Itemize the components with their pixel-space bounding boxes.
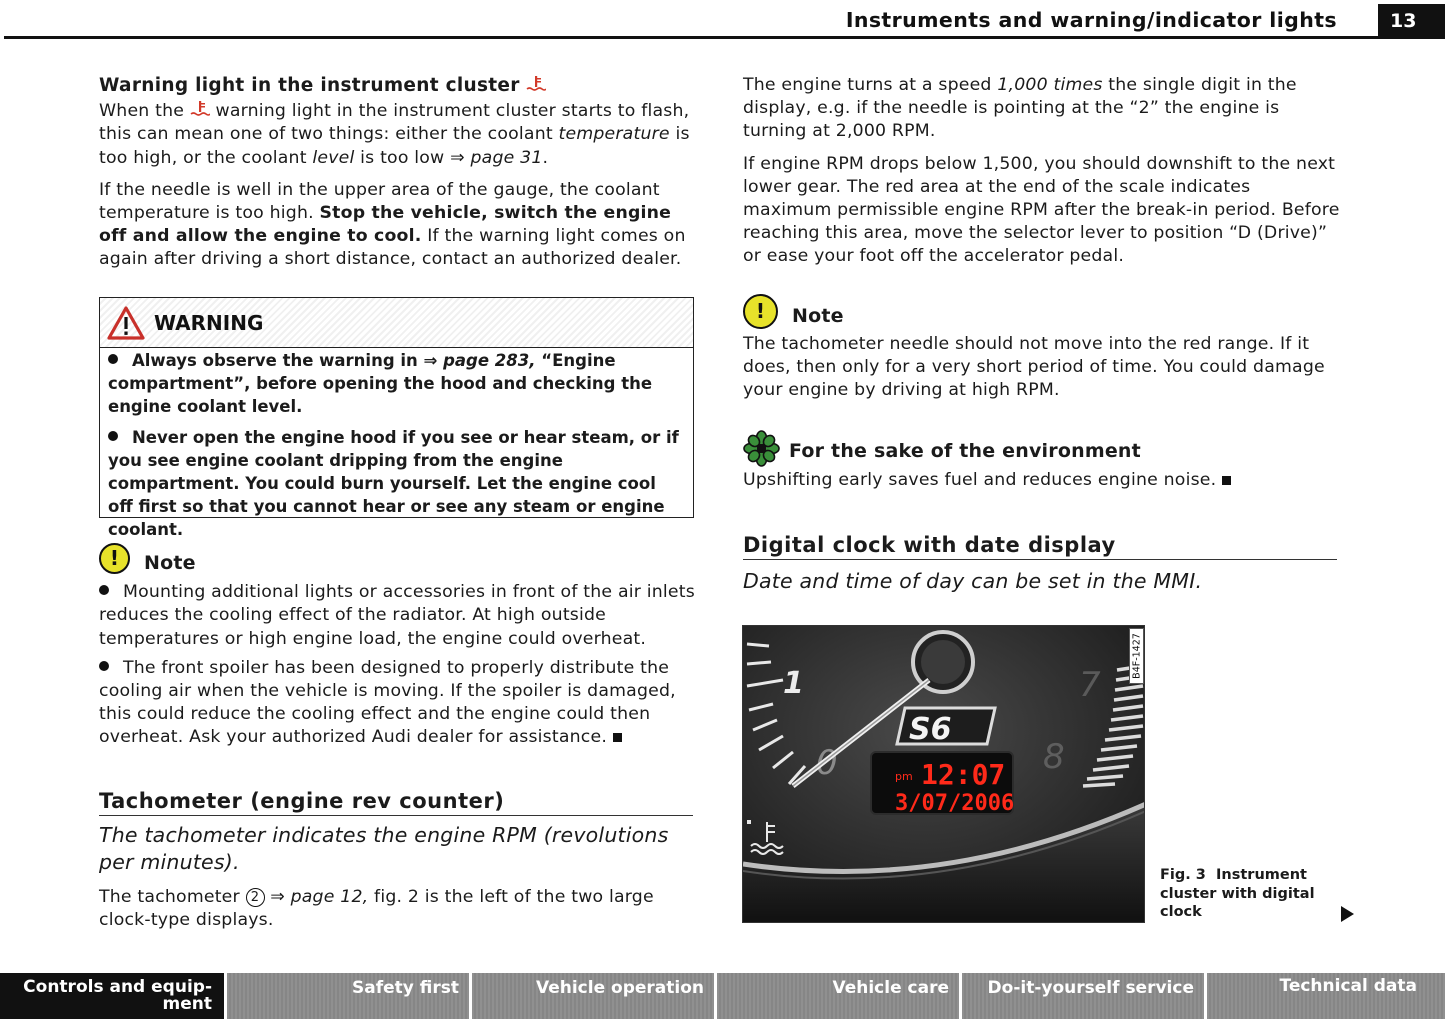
- page-31-link[interactable]: ⇒ page 31: [450, 147, 543, 168]
- environment-title: For the sake of the environment: [789, 439, 1141, 462]
- instrument-cluster-figure: [742, 625, 1145, 923]
- warning-box-body: [100, 349, 693, 542]
- coolant-warning-heading: Warning light in the instrument cluster: [99, 74, 695, 97]
- tab-vehicle-operation[interactable]: Vehicle operation: [472, 973, 714, 1019]
- tick-label-8: 8: [1043, 737, 1065, 777]
- rpm-paragraph-1: The engine turns at a speed 1,000 times the single digit in the display, e.g. if the needle is pointing at the “2” the engine is turning at 2,000 RPM.: [743, 75, 1297, 142]
- warning-title: WARNING: [154, 310, 264, 335]
- page-12-link[interactable]: ⇒ page 12,: [270, 887, 369, 908]
- warning-item: Never open the engine hood if you see or hear steam, or if you see engine coolant dripping from the engine compartment. You could burn yourself. Let the engine cool off first so that you cannot hear or see any steam or engine coolant.: [108, 427, 679, 540]
- tachometer-note-text: The tachometer needle should not move into the red range. If it does, then only for a very short period of time. You could damage your engine by driving at high RPM.: [743, 334, 1325, 401]
- environment-text: Upshifting early saves fuel and reduces engine noise.: [743, 469, 1341, 492]
- digital-clock-heading: Digital clock with date display: [743, 534, 1337, 560]
- warning-box: [99, 297, 694, 540]
- tab-safety-first[interactable]: Safety first: [227, 973, 469, 1019]
- tick-label-7: 7: [1079, 665, 1101, 705]
- bullet-icon: [108, 431, 118, 441]
- tachometer-paragraph: The tachometer 2 ⇒ page 12, fig. 2 is the left of the two large clock-type displays.: [99, 887, 654, 931]
- note-item: Mounting additional lights or accessories in front of the air inlets reduces the cooling effect of the radiator. At high outside temperatures or high engine load, the engine could overheat.: [99, 582, 695, 649]
- clock-date-display: 3/07/2006: [895, 791, 1015, 816]
- tab-vehicle-care[interactable]: Vehicle care: [717, 973, 959, 1019]
- warning-box-header: [100, 298, 693, 348]
- rpm-explanation: [743, 74, 1341, 269]
- figure-caption: Fig. 3 Instrument cluster with digital clock: [1160, 867, 1315, 920]
- tachometer-lead: The tachometer indicates the engine RPM (revolutions per minutes).: [99, 823, 669, 875]
- coolant-warning-section: [99, 74, 695, 272]
- warning-item: Always observe the warning in ⇒ page 283, “Engine compartment”, before opening the hood and checking the engine coolant level.: [108, 351, 653, 417]
- note-exclamation-icon: !: [743, 294, 778, 329]
- instrument-cluster-illustration: [743, 626, 1145, 923]
- figure-code-label: B4F-1427: [1129, 628, 1144, 684]
- tachometer-section: [99, 790, 693, 933]
- coolant-temperature-icon: [526, 75, 546, 93]
- coolant-warning-paragraph-1: When the warning light in the instrument cluster starts to flash, this can mean one of two things: either the coolant temperature is too high, or the coolant level is too low ⇒ page 31.: [99, 101, 690, 168]
- tab-do-it-yourself-service[interactable]: Do-it-yourself service: [962, 973, 1204, 1019]
- end-mark: [613, 733, 622, 742]
- coolant-temperature-icon: [190, 100, 210, 118]
- tab-controls-and-equipment[interactable]: Controls and equip-ment: [0, 973, 224, 1019]
- coolant-warning-paragraph-2: If the needle is well in the upper area of the gauge, the coolant temperature is too high. Stop the vehicle, switch the engine off and allow the engine to cool. If the warning light comes on again after driving a short distance, contact an authorized dealer.: [99, 179, 686, 270]
- page-header-title: Instruments and warning/indicator lights: [845, 8, 1337, 32]
- tachometer-note-section: [743, 294, 1341, 403]
- tab-technical-data[interactable]: Technical data: [1207, 973, 1445, 1019]
- note-item: The front spoiler has been designed to properly distribute the cooling air when the vehicle is moving. If the spoiler is damaged, this could reduce the cooling effect and the engine could then overheat. Ask your authorized Audi dealer for assistance.: [99, 657, 676, 748]
- continue-arrow-icon[interactable]: [1341, 906, 1354, 922]
- note-header: [743, 294, 1341, 329]
- warning-triangle-icon: [106, 305, 146, 341]
- note-title: Note: [792, 304, 844, 327]
- page-283-link[interactable]: ⇒ page 283,: [423, 351, 536, 370]
- bullet-icon: [108, 354, 118, 364]
- digital-clock-lead: Date and time of day can be set in the MMI.: [743, 569, 1203, 594]
- digital-clock-section: [743, 534, 1337, 595]
- s6-badge-logo: [897, 708, 995, 747]
- note-exclamation-icon: !: [99, 543, 130, 574]
- ampm-indicator: pm: [895, 770, 913, 783]
- bullet-icon: [99, 661, 109, 671]
- bullet-icon: [99, 585, 109, 595]
- clock-time-display: 12:07: [921, 758, 1006, 791]
- tick-label-1: 1: [783, 666, 804, 701]
- note-title: Note: [144, 552, 196, 574]
- tick-label-0: 0: [816, 743, 838, 783]
- header-rule: [4, 36, 1445, 39]
- environment-header: [743, 430, 1341, 467]
- environment-section: [743, 430, 1341, 492]
- environment-flower-icon: [743, 430, 780, 467]
- rpm-paragraph-2: If engine RPM drops below 1,500, you should downshift to the next lower gear. The red area at the end of the scale indicates maximum permissible engine RPM after the break-in period. Before reaching this area, move the selector lever to position “D (Drive)” or ease your foot off the accelerator pedal.: [743, 153, 1340, 267]
- end-mark: [1222, 476, 1231, 485]
- page-number: 13: [1378, 4, 1445, 37]
- note-header: [99, 542, 695, 575]
- radiator-note-section: [99, 542, 695, 750]
- svg-text:S6: S6: [909, 712, 952, 747]
- tachometer-heading: Tachometer (engine rev counter): [99, 790, 693, 816]
- callout-2-icon: 2: [246, 888, 265, 907]
